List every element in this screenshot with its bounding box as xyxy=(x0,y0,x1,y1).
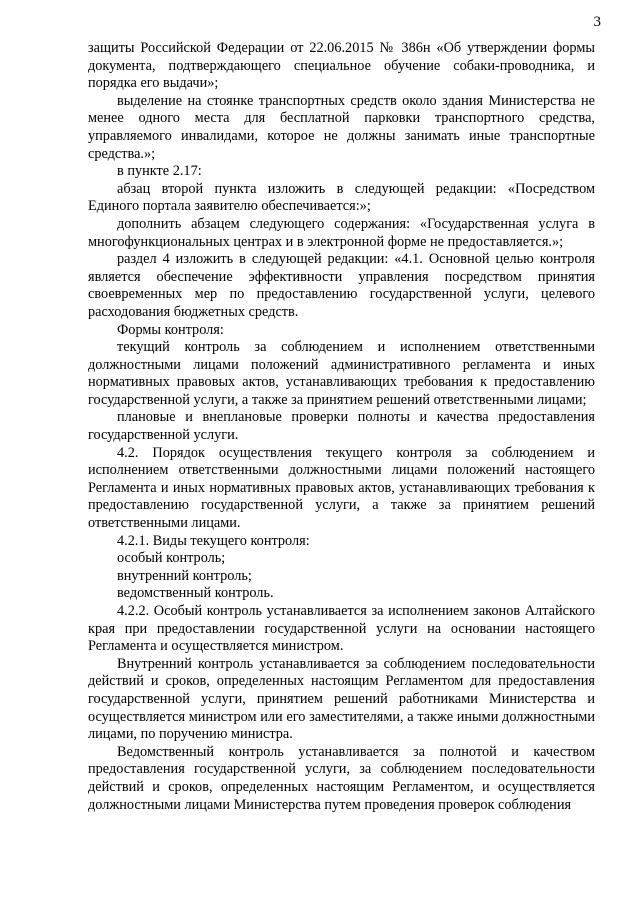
paragraph: раздел 4 изложить в следующей редакции: «4.1. Основной целью контроля является обеспечение эффективности управления посредством принятия своевременных мер по предоставлению государственной услуги, целевого расходования бюджетных средств. xyxy=(88,251,595,320)
paragraph: 4.2. Порядок осуществления текущего контроля за соблюдением и исполнением ответственными должностными лицами положений настоящего Регламента и иных нормативных правовых актов, устанавливающих требования к предоставлению государственной услуги, а также за принятием решений ответственными лицами. xyxy=(88,444,595,532)
paragraph: текущий контроль за соблюдением и исполнением ответственными должностными лицами положений административного регламента и иных нормативных правовых актов, устанавливающих требования к предоставлению государственной услуги, а также за принятием решений ответственными лицами; xyxy=(88,339,595,408)
document-body xyxy=(88,40,595,814)
paragraph: 4.2.1. Виды текущего контроля: xyxy=(117,532,310,549)
paragraph: 4.2.2. Особый контроль устанавливается за исполнением законов Алтайского края при предоставлении государственной услуги на основании настоящего Регламента и осуществляется министром. xyxy=(88,603,595,655)
paragraph: плановые и внеплановые проверки полноты и качества предоставления государственной услуги. xyxy=(88,409,595,444)
paragraph: внутренний контроль; xyxy=(117,567,252,584)
paragraph: дополнить абзацем следующего содержания: «Государственная услуга в многофункциональных центрах и в электронной форме не предоставляется.»; xyxy=(88,215,595,250)
paragraph: в пункте 2.17: xyxy=(117,163,202,180)
paragraph: Внутренний контроль устанавливается за соблюдением последовательности действий и сроков, определенных настоящим Регламентом для предоставления государственной услуги, принятием решений работниками Министерства и осуществляется министром или его заместителями, а также иными должностными лицами, по поручению министра. xyxy=(88,655,595,743)
paragraph: абзац второй пункта изложить в следующей редакции: «Посредством Единого портала заявителю обеспечивается:»; xyxy=(88,180,595,215)
paragraph: ведомственный контроль. xyxy=(117,585,274,602)
paragraph: защиты Российской Федерации от 22.06.2015 № 386н «Об утверждении формы документа, подтверждающего специальное обучение собаки-проводника, и порядка его выдачи»; xyxy=(88,40,595,92)
page-number: 3 xyxy=(593,14,601,30)
paragraph: Ведомственный контроль устанавливается за полнотой и качеством предоставления государственной услуги, за соблюдением последовательности действий и сроков, определенных настоящим Регламентом, и осуществляется должностными лицами Министерства путем проведения проверок соблюдения xyxy=(88,743,595,813)
paragraph: Формы контроля: xyxy=(117,321,224,338)
paragraph: выделение на стоянке транспортных средств около здания Министерства не менее одного места для бесплатной парковки транспортного средства, управляемого инвалидами, которое не должны занимать иные транспортные средства.»; xyxy=(88,92,595,162)
paragraph: особый контроль; xyxy=(117,550,226,567)
